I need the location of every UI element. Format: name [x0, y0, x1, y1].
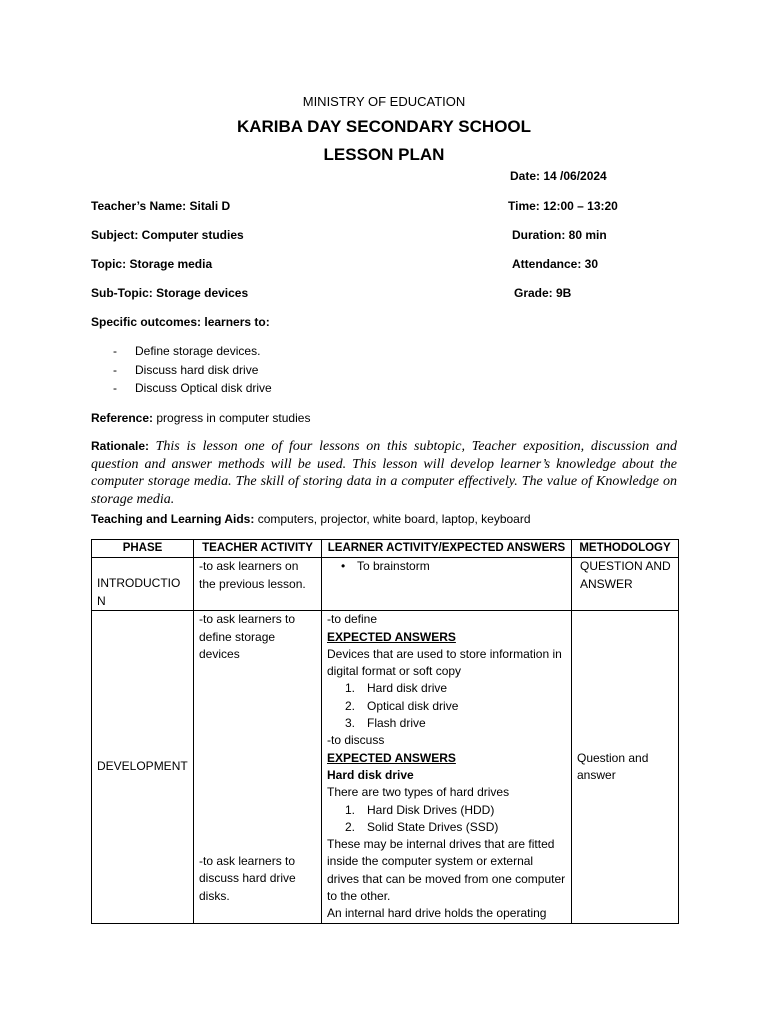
topic-field: Topic: Storage media: [91, 257, 213, 271]
expected-answers-heading: EXPECTED ANSWERS: [327, 750, 456, 765]
teacher-activity-define: -to ask learners to define storage devices: [199, 612, 296, 661]
list-item: 3. Flash drive: [345, 716, 426, 731]
list-item: 2. Solid State Drives (SSD): [345, 819, 499, 834]
aids-label: Teaching and Learning Aids:: [91, 512, 255, 526]
school-name: KARIBA DAY SECONDARY SCHOOL: [236, 117, 532, 136]
grade-field: Grade: 9B: [514, 286, 572, 300]
teacher-activity-discuss: -to ask learners to discuss hard drive disks.: [199, 854, 296, 903]
intro-methodology: QUESTION AND ANSWER: [572, 558, 679, 611]
list-item: - Discuss Optical disk drive: [113, 381, 272, 395]
column-header-methodology: METHODOLOGY: [572, 540, 679, 558]
aids-line: [91, 512, 531, 526]
rationale-paragraph: [91, 438, 677, 508]
reference-text: progress in computer studies: [156, 411, 311, 425]
subject-field: Subject: Computer studies: [91, 228, 244, 242]
lesson-plan-table: [91, 539, 679, 924]
subtopic-field: Sub-Topic: Storage devices: [91, 286, 249, 300]
teacher-name-field: Teacher’s Name: Sitali D: [91, 199, 231, 213]
intro-teacher-activity: -to ask learners on the previous lesson.: [194, 558, 322, 611]
intro-learner-activity: • To brainstorm: [322, 558, 572, 611]
development-learner-activity: -to define EXPECTED ANSWERS Devices that are used to store information in digital format or soft copy 1. Hard disk drive 2. Optical disk drive 3. Flash drive -to discuss EXPECTED ANSWERS Hard disk drive There are two types of hard drives 1. Hard Disk Drives (HDD) 2. Solid State Drives (SSD) These may be internal drives that are fitted inside the computer system or external drives that can be moved from one computer to the other. An internal hard drive holds the operating: [322, 611, 572, 923]
intro-phase: INTRODUCTIO N: [92, 558, 194, 611]
document-title: LESSON PLAN: [323, 145, 445, 164]
outcomes-heading: Specific outcomes: learners to:: [91, 315, 270, 329]
table-row: [92, 611, 679, 923]
rationale-text: This is lesson one of four lessons on this subtopic, Teacher exposition, discussion and question and answer methods will be used. This lesson will develop learner’s knowledge about the computer storage media. The skill of storing data in a computer effectively. The value of Knowledge on storage media.: [91, 439, 677, 507]
table-row: [92, 558, 679, 611]
reference-label: Reference:: [91, 411, 154, 425]
outcomes-list: [113, 342, 272, 398]
column-header-phase: PHASE: [92, 540, 194, 558]
time-field: Time: 12:00 – 13:20: [508, 199, 618, 213]
development-methodology: Question and answer: [572, 611, 679, 923]
table-header-row: [92, 540, 679, 558]
duration-field: Duration: 80 min: [512, 228, 607, 242]
reference-line: [91, 411, 310, 425]
list-item: - Define storage devices.: [113, 344, 261, 358]
column-header-teacher-activity: TEACHER ACTIVITY: [194, 540, 322, 558]
list-item: 1. Hard Disk Drives (HDD): [345, 802, 495, 817]
rationale-label: Rationale:: [91, 439, 150, 453]
list-item: - Discuss hard disk drive: [113, 362, 259, 377]
hard-disk-heading: Hard disk drive: [327, 767, 414, 782]
date-field: Date: 14 /06/2024: [510, 169, 607, 183]
list-item: 2. Optical disk drive: [345, 698, 459, 713]
attendance-field: Attendance: 30: [512, 257, 599, 271]
expected-answers-heading: EXPECTED ANSWERS: [327, 629, 456, 644]
development-phase: DEVELOPMENT: [92, 611, 194, 923]
column-header-learner-activity: LEARNER ACTIVITY/EXPECTED ANSWERS: [322, 540, 572, 558]
ministry-heading: MINISTRY OF EDUCATION: [302, 94, 466, 109]
list-item: 1. Hard disk drive: [345, 681, 448, 696]
development-teacher-activity: [194, 611, 322, 923]
aids-text: computers, projector, white board, laptop, keyboard: [257, 512, 531, 526]
